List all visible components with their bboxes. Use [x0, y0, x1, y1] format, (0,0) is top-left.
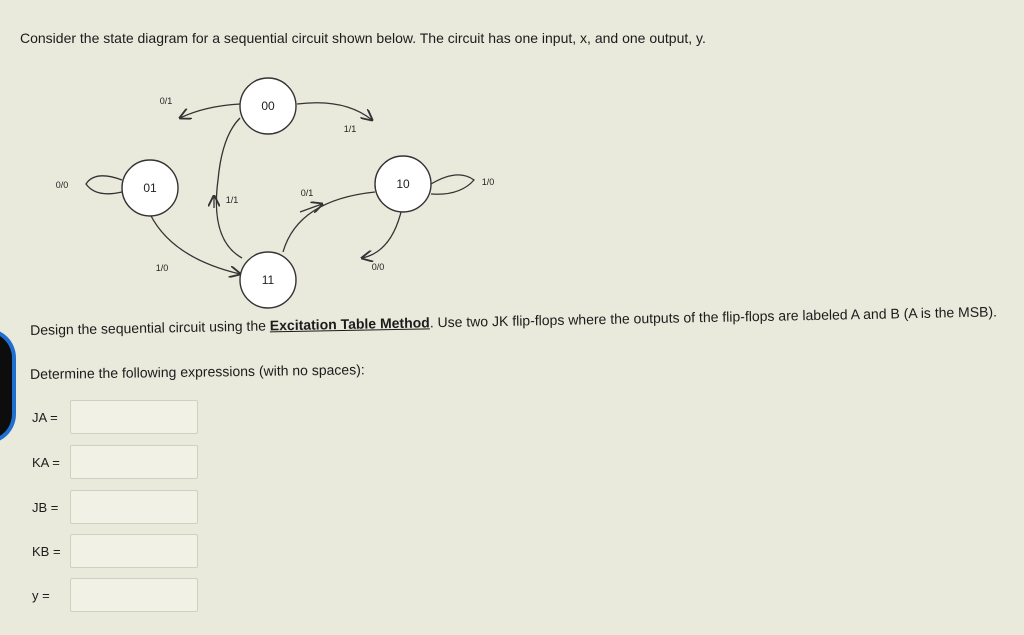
kb-label: KB = — [32, 543, 61, 559]
state-10-label: 10 — [396, 177, 410, 191]
answer-row-jb — [32, 490, 198, 524]
label-01-to-11: 1/0 — [155, 263, 169, 273]
transition-00-to-01 — [180, 104, 240, 118]
answer-row-ka — [32, 445, 198, 479]
label-10-to-11: 0/0 — [371, 262, 385, 272]
jb-label: JB = — [32, 499, 59, 515]
sidebar-tab — [0, 328, 16, 444]
answer-row-y — [32, 578, 198, 612]
label-11-to-00: 1/1 — [225, 195, 239, 205]
y-input[interactable] — [70, 578, 198, 612]
label-00-to-10: 1/1 — [343, 124, 357, 134]
design-suffix: . Use two JK flip-flops where the outputs of the flip-flops are labeled A and B (A is the MSB). — [429, 303, 998, 331]
state-00-label: 00 — [261, 99, 275, 113]
transition-10-to-11 — [362, 208, 402, 258]
ja-input[interactable] — [70, 400, 198, 434]
question-intro: Consider the state diagram for a sequential circuit shown below. The circuit has one input, x, and one output, y. — [20, 30, 706, 46]
label-11-to-10: 0/1 — [300, 188, 314, 198]
y-label: y = — [32, 587, 50, 603]
ja-label: JA = — [32, 409, 58, 425]
transition-01-self — [86, 176, 122, 194]
kb-input[interactable] — [70, 534, 198, 568]
state-01-label: 01 — [143, 181, 157, 195]
ka-label: KA = — [32, 454, 60, 470]
label-10-self: 1/0 — [481, 177, 495, 187]
state-11-label: 11 — [261, 273, 275, 287]
transition-00-to-10 — [297, 103, 372, 120]
design-prefix: Design the sequential circuit using the — [30, 317, 270, 338]
answer-row-kb — [32, 534, 198, 568]
transition-11-to-10 — [283, 192, 375, 252]
label-00-to-01: 0/1 — [159, 96, 173, 106]
transition-10-self — [431, 175, 474, 194]
method-link[interactable]: Excitation Table Method — [269, 314, 430, 334]
jb-input[interactable] — [70, 490, 198, 524]
determine-instruction: Determine the following expressions (with no spaces): — [30, 361, 365, 382]
ka-input[interactable] — [70, 445, 198, 479]
transition-11-to-00 — [216, 118, 242, 258]
answer-row-ja — [32, 400, 198, 434]
label-01-self: 0/0 — [55, 180, 69, 190]
